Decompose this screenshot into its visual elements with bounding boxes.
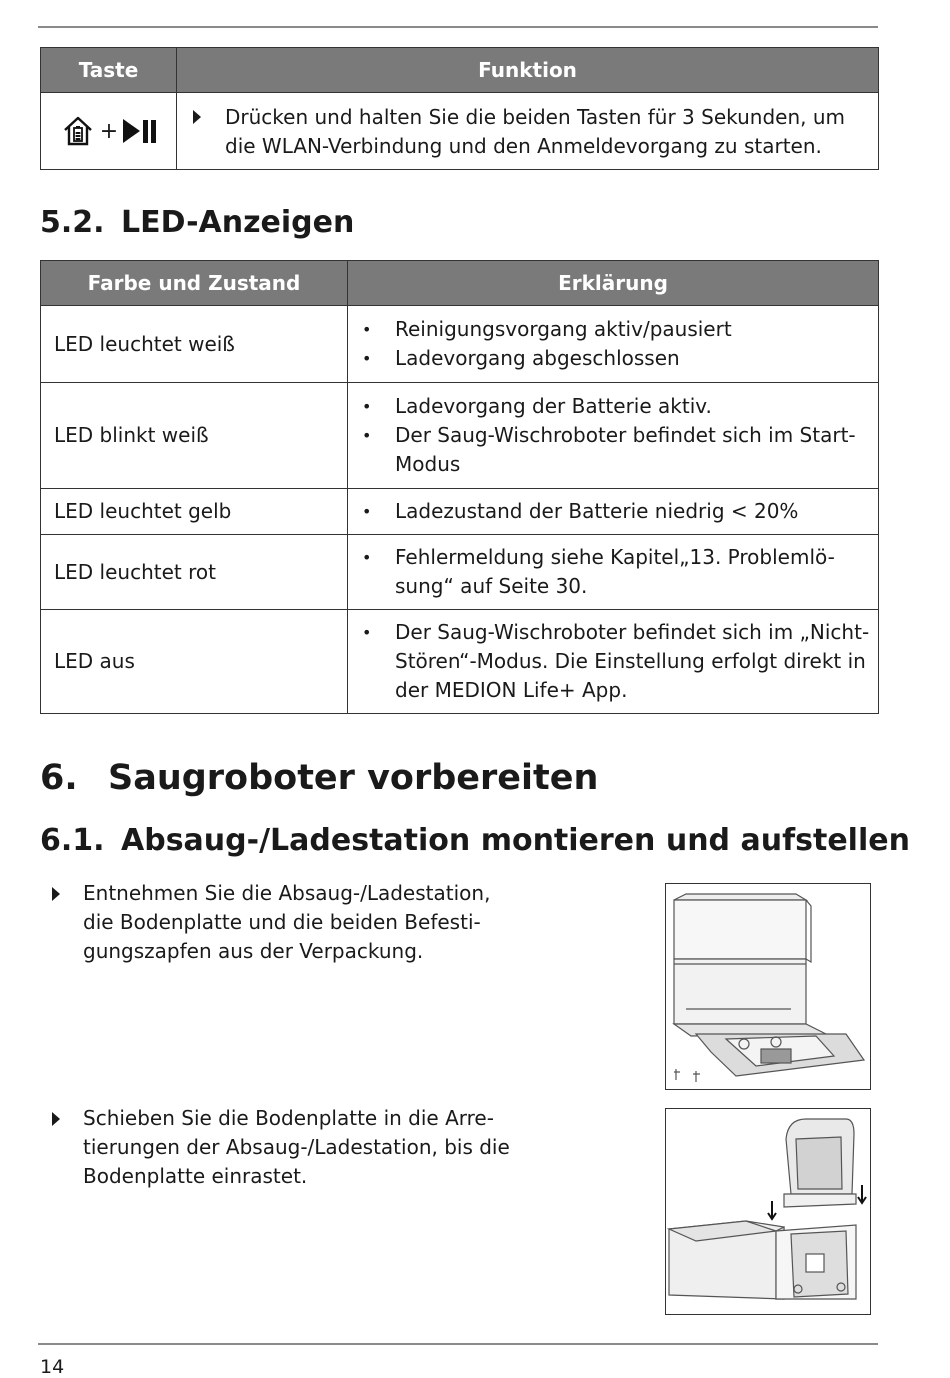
table-header-row <box>41 261 879 306</box>
baseplate-figure <box>665 1108 871 1315</box>
list-item: • Ladevorgang abgeschlossen <box>348 344 870 373</box>
section-heading-5-2 <box>40 205 354 240</box>
header-farbe-zustand: Farbe und Zustand <box>41 261 348 306</box>
key-function-table <box>40 47 879 170</box>
key-combo-cell <box>41 93 177 170</box>
led-state: LED aus <box>41 610 348 714</box>
list-item: • Ladezustand der Batterie niedrig < 20% <box>348 497 870 526</box>
section-title: Absaug-/Ladestation montieren und aufstellen <box>121 823 910 858</box>
table-row <box>41 93 879 170</box>
led-explanation <box>348 383 879 489</box>
table-row <box>41 383 879 489</box>
instruction-step <box>40 1104 520 1191</box>
table-row <box>41 306 879 383</box>
table-header-row <box>41 48 879 93</box>
section-title: Saugroboter vorbereiten <box>108 758 599 798</box>
list-item: • Reinigungsvorgang aktiv/pausiert <box>348 315 870 344</box>
step-text: Schieben Sie die Bodenplatte in die Arre-tierungen der Absaug-/Ladestation, bis die Bodenplatte einrastet. <box>83 1106 510 1188</box>
led-table <box>40 260 879 714</box>
led-explanation <box>348 535 879 610</box>
list-item: • Ladevorgang der Batterie aktiv. <box>348 392 870 421</box>
play-pause-icon <box>123 119 156 143</box>
section-number: 6. <box>40 758 78 798</box>
key-combo <box>41 114 176 148</box>
arrow-right-icon <box>52 887 60 901</box>
header-taste: Taste <box>41 48 177 93</box>
station-figure <box>665 883 871 1090</box>
section-number: 5.2. <box>40 205 105 240</box>
header-funktion: Funktion <box>177 48 879 93</box>
led-state: LED leuchtet weiß <box>41 306 348 383</box>
led-state: LED leuchtet rot <box>41 535 348 610</box>
table-row <box>41 489 879 535</box>
led-explanation <box>348 306 879 383</box>
table-row <box>41 535 879 610</box>
station-illustration <box>666 884 870 1089</box>
plus-sign: + <box>99 118 119 144</box>
baseplate-illustration <box>666 1109 870 1314</box>
home-battery-icon <box>61 114 95 148</box>
table-row <box>41 610 879 714</box>
led-state: LED blinkt weiß <box>41 383 348 489</box>
section-heading-6 <box>40 758 598 798</box>
led-state: LED leuchtet gelb <box>41 489 348 535</box>
section-heading-6-1 <box>40 823 910 858</box>
list-item: • Der Saug-Wischroboter befindet sich im Start-Modus <box>348 421 870 479</box>
arrow-right-icon <box>193 110 201 124</box>
function-text: Drücken und halten Sie die beiden Tasten für 3 Sekunden, um die WLAN-Verbindung und den Anmeldevorgang zu starten. <box>225 105 845 158</box>
bottom-rule <box>38 1343 878 1345</box>
instruction-step <box>40 879 520 966</box>
list-item: • Fehlermeldung siehe Kapitel„13. Problemlö-sung“ auf Seite 30. <box>348 543 870 601</box>
list-item: • Der Saug-Wischroboter befindet sich im „Nicht-Stören“-Modus. Die Einstellung erfolgt direkt in der MEDION Life+ App. <box>348 618 870 705</box>
function-cell <box>177 93 879 170</box>
top-rule <box>38 26 878 28</box>
header-erklaerung: Erklärung <box>348 261 879 306</box>
section-title: LED-Anzeigen <box>121 205 355 240</box>
arrow-right-icon <box>52 1112 60 1126</box>
led-explanation <box>348 610 879 714</box>
page-number: 14 <box>40 1356 65 1378</box>
section-number: 6.1. <box>40 823 105 858</box>
led-explanation <box>348 489 879 535</box>
step-text: Entnehmen Sie die Absaug-/Ladestation, die Bodenplatte und die beiden Befesti-gungszapfen aus der Verpackung. <box>83 881 491 963</box>
